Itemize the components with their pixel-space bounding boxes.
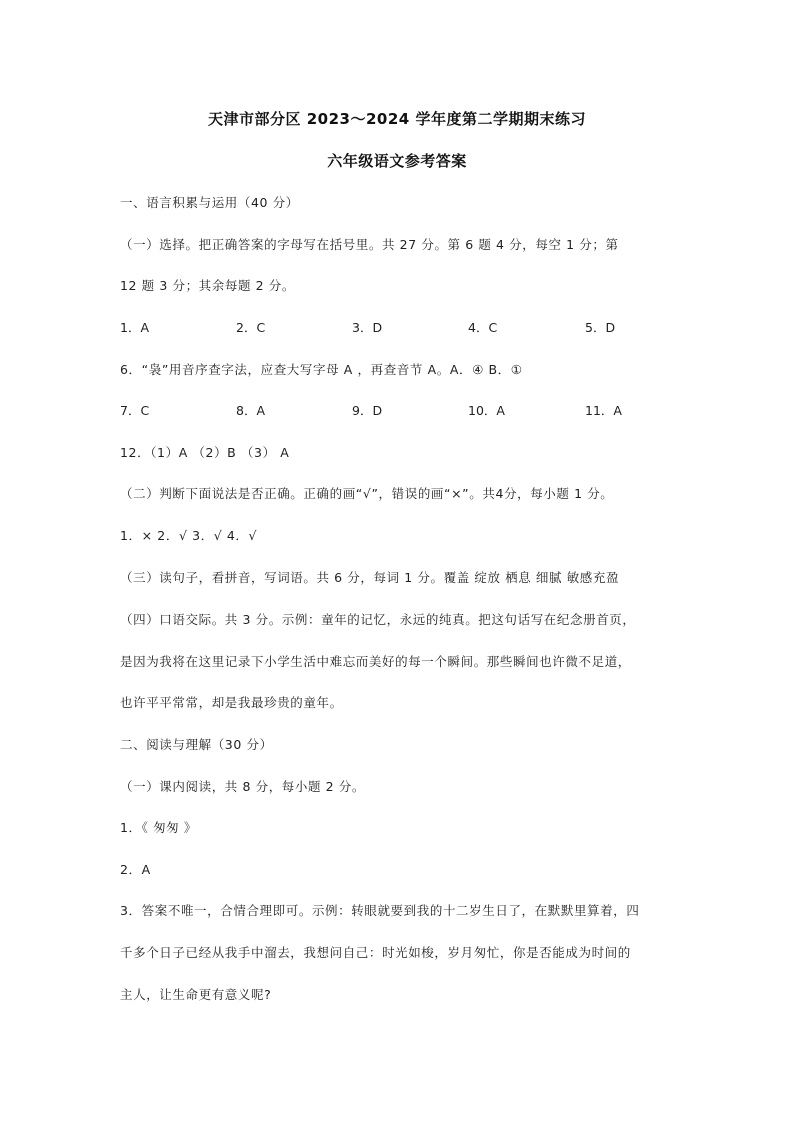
part-3-intro: （三）读句子，看拼音，写词语。共 6 分，每词 1 分。覆盖 绽放 栖息 细腻 敏感充盈	[120, 570, 620, 585]
part-4-line-3: 也许平平常常，却是我最珍贵的童年。	[120, 695, 343, 710]
answer-item: 8．A	[236, 403, 266, 418]
answer-item: 7．C	[120, 403, 150, 418]
document-title: 天津市部分区 2023～2024 学年度第二学期期末练习	[208, 110, 586, 128]
part-2-answers: 1．× 2．√ 3．√ 4．√	[120, 528, 258, 543]
part-4-line-1: （四）口语交际。共 3 分。示例：童年的记忆，永远的纯真。把这句话写在纪念册首页，	[120, 612, 636, 627]
answer-item: 2．C	[236, 320, 266, 335]
reading-answer-2: 2．A	[120, 862, 151, 877]
part-2-intro: （二）判断下面说法是否正确。正确的画“√”，错误的画“×”。共4分，每小题 1 分。	[120, 486, 614, 501]
answer-item: 5．D	[585, 320, 616, 335]
section-1-heading: 一、语言积累与运用（40 分）	[120, 195, 299, 210]
reading-answer-3-line-3: 主人，让生命更有意义呢?	[120, 987, 272, 1002]
section-2-heading: 二、阅读与理解（30 分）	[120, 737, 273, 752]
reading-answer-1: 1．《 匆匆 》	[120, 820, 197, 835]
answer-item: 4．C	[468, 320, 498, 335]
answer-q12: 12．（1）A （2）B （3） A	[120, 445, 290, 460]
answer-item: 11．A	[585, 403, 622, 418]
part-1-intro-line-2: 12 题 3 分；其余每题 2 分。	[120, 278, 295, 293]
answer-item: 1．A	[120, 320, 150, 335]
answer-q6: 6．“袅”用音序查字法，应查大写字母 A ，再查音节 A。A．④ B．①	[120, 362, 523, 377]
reading-part-1-intro: （一）课内阅读，共 8 分，每小题 2 分。	[120, 779, 365, 794]
answer-item: 9．D	[352, 403, 383, 418]
document-subtitle: 六年级语文参考答案	[327, 152, 467, 170]
reading-answer-3-line-2: 千多个日子已经从我手中溜去，我想问自己：时光如梭，岁月匆忙，你是否能成为时间的	[120, 945, 631, 960]
answer-item: 3．D	[352, 320, 383, 335]
part-4-line-2: 是因为我将在这里记录下小学生活中难忘而美好的每一个瞬间。那些瞬间也许微不足道，	[120, 654, 631, 669]
reading-answer-3-line-1: 3．答案不唯一，合情合理即可。示例：转眼就要到我的十二岁生日了，在默默里算着，四	[120, 903, 640, 918]
part-1-intro-line-1: （一）选择。把正确答案的字母写在括号里。共 27 分。第 6 题 4 分，每空 1 分；第	[120, 237, 619, 252]
answer-item: 10．A	[468, 403, 505, 418]
